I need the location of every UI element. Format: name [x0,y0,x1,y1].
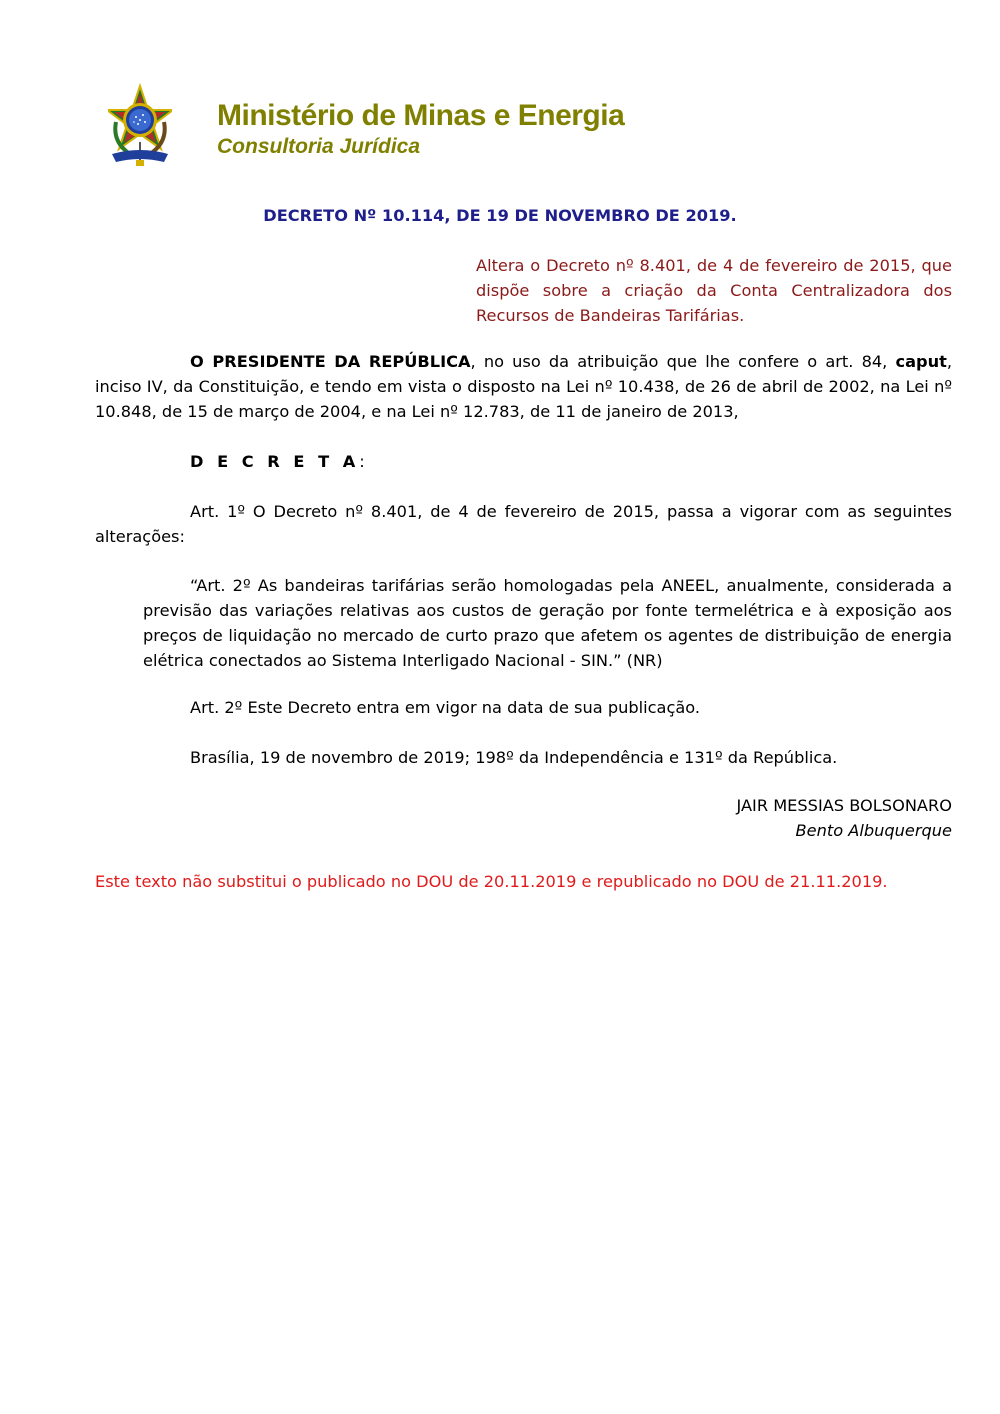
office-name: Consultoria Jurídica [217,135,421,158]
preamble-text-b: , inciso IV, da Constituição, e tendo em vista o disposto na Lei nº 10.438, de 26 de abril de 2002, na Lei nº 10.848, de 15 de março de 2004, e na Lei nº 12.783, de 11 de janeiro de 2013, [95,352,952,421]
decree-ementa: Altera o Decreto nº 8.401, de 4 de fevereiro de 2015, que dispõe sobre a criação da Conta Centralizadora dos Recursos de Bandeiras Tarifárias. [476,256,952,325]
decreta-word: D E C R E T A [190,452,360,471]
place-date: Brasília, 19 de novembro de 2019; 198º da Independência e 131º da República. [190,748,838,767]
disclaimer-note: Este texto não substitui o publicado no DOU de 20.11.2019 e republicado no DOU de 21.11.2019. [95,872,888,891]
decree-title: DECRETO Nº 10.114, DE 19 DE NOVEMBRO DE 2019. [263,206,737,225]
signature-minister: Bento Albuquerque [795,821,952,840]
brazil-coat-of-arms-icon [108,80,172,172]
article-1: Art. 1º O Decreto nº 8.401, de 4 de fevereiro de 2015, passa a vigorar com as seguintes alterações: [95,502,952,546]
ministry-name: Ministério de Minas e Energia [217,99,625,132]
decreta-heading [190,449,365,474]
article-1-quote: “Art. 2º As bandeiras tarifárias serão homologadas pela ANEEL, anualmente, considerada a previsão das variações relativas aos custos de geração por fonte termelétrica e à exposição aos preços de liquidação no mercado de curto prazo que afetem os agentes de distribuição de energia elétrica conectados ao Sistema Interligado Nacional - SIN.” (NR) [143,576,952,670]
preamble-paragraph [95,349,952,424]
article-2: Art. 2º Este Decreto entra em vigor na data de sua publicação. [190,698,701,717]
preamble-caput: caput [895,352,947,371]
preamble-lead: O PRESIDENTE DA REPÚBLICA [190,352,471,371]
signature-president: JAIR MESSIAS BOLSONARO [736,796,952,815]
preamble-text-a: , no uso da atribuição que lhe confere o art. 84, [470,352,896,371]
decreta-colon: : [359,452,365,471]
